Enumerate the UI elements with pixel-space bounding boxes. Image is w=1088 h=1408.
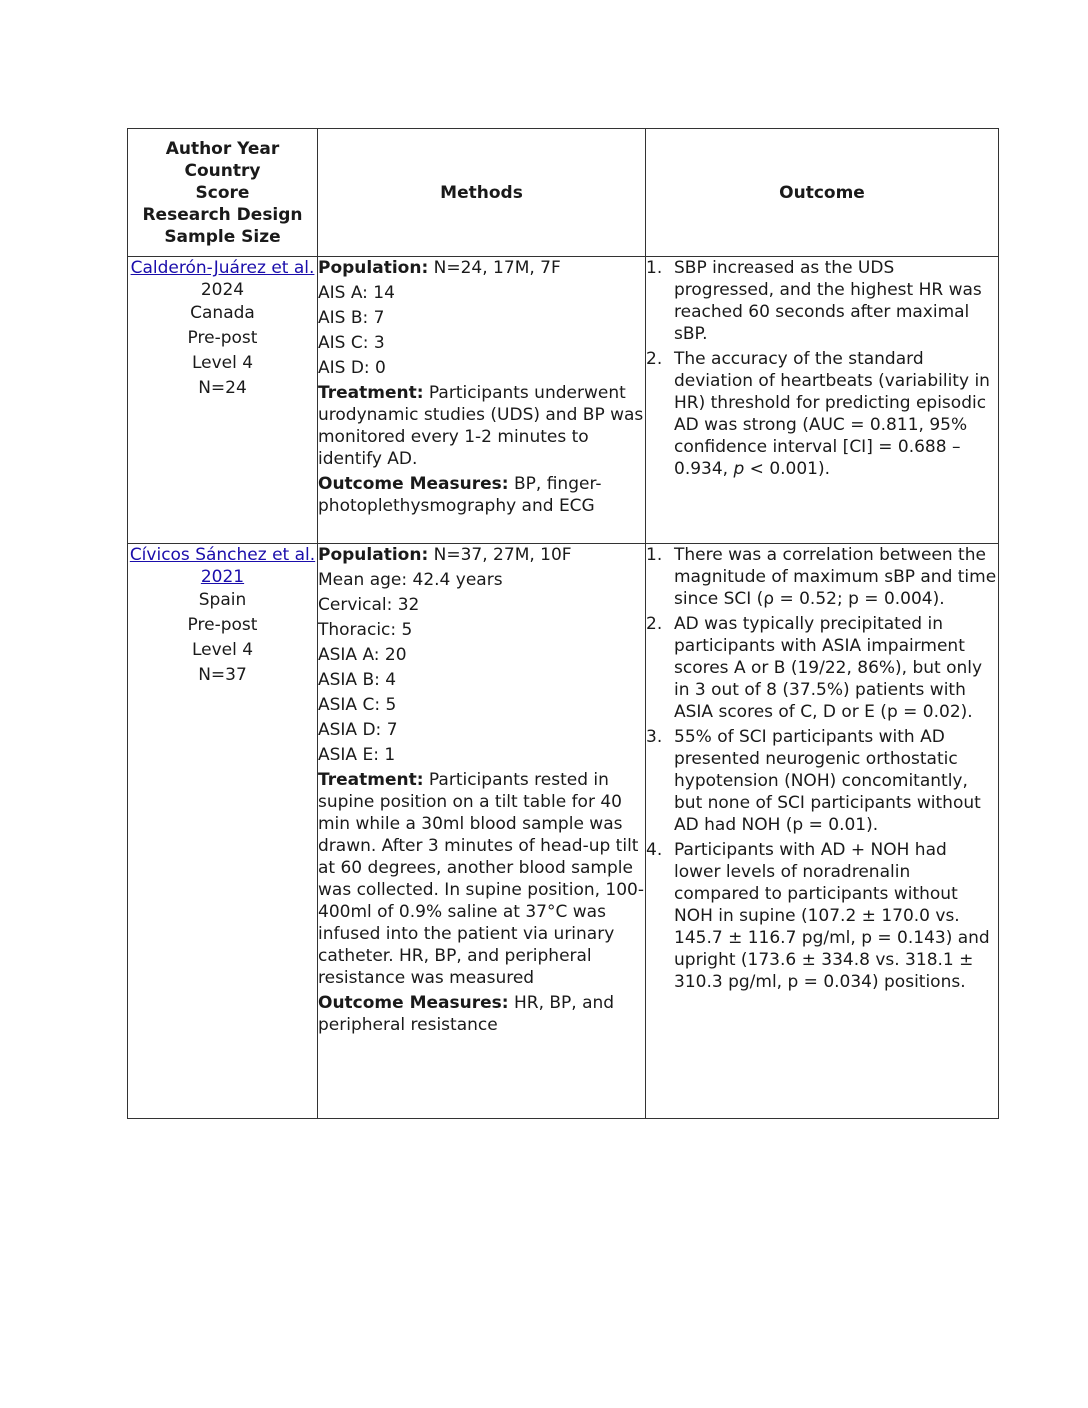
methods-cell xyxy=(318,257,646,544)
methods-line: Thoracic: 5 xyxy=(318,620,413,640)
study-score: Level 4 xyxy=(191,353,254,373)
outcome-number: 2. xyxy=(646,349,663,369)
methods-line: AIS D: 0 xyxy=(318,358,386,378)
methods-outcome-measures xyxy=(318,473,645,517)
methods-population xyxy=(318,544,645,566)
study-cell xyxy=(128,544,318,1119)
study-citation xyxy=(128,257,317,301)
methods-line: Cervical: 32 xyxy=(318,595,420,615)
methods-cell xyxy=(318,544,646,1119)
study-cell xyxy=(128,257,318,544)
outcome-list xyxy=(646,257,998,480)
outcome-number: 2. xyxy=(646,614,663,634)
outcome-number: 1. xyxy=(646,545,663,565)
outcome-item xyxy=(646,348,998,480)
evidence-table xyxy=(127,128,999,1119)
outcome-item xyxy=(646,257,998,345)
study-country: Spain xyxy=(198,590,247,610)
outcome-text: 55% of SCI participants with AD presented neurogenic orthostatic hypotension (NOH) concomitantly, but none of SCI participants without AD had NOH (p = 0.01). xyxy=(674,727,981,835)
methods-population xyxy=(318,257,645,279)
methods-line: ASIA A: 20 xyxy=(318,645,407,665)
header-outcome-column: Outcome xyxy=(646,129,999,257)
methods-treatment xyxy=(318,769,645,989)
outcome-measures-value: BP, finger-photoplethysmography and ECG xyxy=(318,474,602,516)
header-line: Research Design xyxy=(142,204,303,225)
author-link[interactable]: Calderón-Juárez et al. xyxy=(130,258,315,278)
study-sample-size: N=37 xyxy=(198,665,247,685)
outcome-item xyxy=(646,613,998,723)
header-line: Sample Size xyxy=(164,226,281,247)
table-header-row xyxy=(128,129,999,257)
header-study-column xyxy=(128,129,318,257)
outcome-cell xyxy=(646,544,999,1119)
treatment-value: Participants rested in supine position on a tilt table for 40 min while a 30ml blood sample was drawn. After 3 minutes of head-up tilt at 60 degrees, another blood sample was collected. In supine position, 100-400ml of 0.9% saline at 37°C was infused into the patient via urinary catheter. HR, BP, and peripheral resistance was measured xyxy=(318,770,645,988)
outcome-text: AD was typically precipitated in participants with ASIA impairment scores A or B (19/22, 86%), but only in 3 out of 8 (37.5%) patients with ASIA scores of C, D or E (p = 0.02). xyxy=(674,614,983,722)
study-citation xyxy=(128,544,317,588)
study-country: Canada xyxy=(190,303,255,323)
outcome-number: 4. xyxy=(646,840,663,860)
outcome-measures-label: Outcome Measures: xyxy=(318,993,509,1013)
outcome-item xyxy=(646,544,998,610)
outcome-text-part: < 0.001). xyxy=(744,459,831,479)
study-year: 2024 xyxy=(200,280,245,300)
outcome-item xyxy=(646,726,998,836)
study-score: Level 4 xyxy=(191,640,254,660)
table-row xyxy=(128,544,999,1119)
methods-outcome-measures xyxy=(318,992,645,1036)
outcome-item xyxy=(646,839,998,993)
population-value: N=24, 17M, 7F xyxy=(433,258,561,278)
author-link[interactable]: Cívicos Sánchez et al. 2021 xyxy=(129,545,316,587)
outcome-measures-label: Outcome Measures: xyxy=(318,474,509,494)
population-value: N=37, 27M, 10F xyxy=(433,545,572,565)
methods-line: ASIA C: 5 xyxy=(318,695,397,715)
population-label: Population: xyxy=(318,258,429,278)
methods-line: AIS A: 14 xyxy=(318,283,395,303)
outcome-list xyxy=(646,544,998,993)
population-label: Population: xyxy=(318,545,429,565)
treatment-value: Participants underwent urodynamic studies (UDS) and BP was monitored every 1-2 minutes to identify AD. xyxy=(318,383,644,469)
methods-line: ASIA B: 4 xyxy=(318,670,397,690)
methods-line: ASIA E: 1 xyxy=(318,745,396,765)
outcome-measures-value: HR, BP, and peripheral resistance xyxy=(318,993,615,1035)
outcome-text: Participants with AD + NOH had lower levels of noradrenalin compared to participants without NOH in supine (107.2 ± 170.0 vs. 145.7 ± 116.7 pg/ml, p = 0.143) and upright (173.6 ± 334.8 vs. 318.1 ± 310.3 pg/ml, p = 0.034) positions. xyxy=(674,840,990,992)
methods-line: AIS B: 7 xyxy=(318,308,385,328)
header-methods-column: Methods xyxy=(318,129,646,257)
outcome-text-italic: p xyxy=(733,459,745,479)
outcome-text-part: The accuracy of the standard deviation of heartbeats (variability in HR) threshold for predicting episodic AD was strong (AUC = 0.811, 95% confidence interval [CI] = 0.688 – 0.934, xyxy=(674,349,990,479)
table-row xyxy=(128,257,999,544)
outcome-number: 1. xyxy=(646,258,663,278)
outcome-text: There was a correlation between the magnitude of maximum sBP and time since SCI (ρ = 0.52; p = 0.004). xyxy=(674,545,997,609)
study-sample-size: N=24 xyxy=(198,378,247,398)
treatment-label: Treatment: xyxy=(318,770,424,790)
study-design: Pre-post xyxy=(187,615,258,635)
header-line: Score xyxy=(195,182,250,203)
outcome-text xyxy=(674,348,998,480)
outcome-number: 3. xyxy=(646,727,663,747)
outcome-cell xyxy=(646,257,999,544)
methods-line: AIS C: 3 xyxy=(318,333,385,353)
header-line: Country xyxy=(184,160,261,181)
study-design: Pre-post xyxy=(187,328,258,348)
methods-line: Mean age: 42.4 years xyxy=(318,570,503,590)
header-line: Author Year xyxy=(165,138,280,159)
treatment-label: Treatment: xyxy=(318,383,424,403)
outcome-text: SBP increased as the UDS progressed, and the highest HR was reached 60 seconds after maximal sBP. xyxy=(674,258,982,344)
methods-treatment xyxy=(318,382,645,470)
methods-line: ASIA D: 7 xyxy=(318,720,398,740)
